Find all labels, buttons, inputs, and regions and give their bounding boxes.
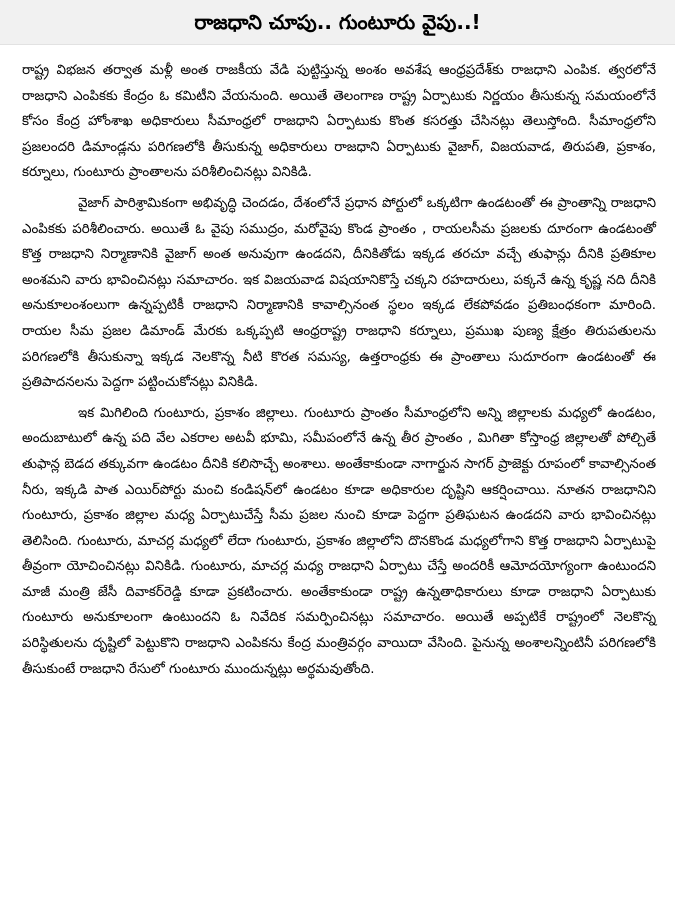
- article-body: [22, 58, 656, 687]
- article-paragraph-3: ఇక మిగిలింది గుంటూరు, ప్రకాశం జిల్లాలు. గుంటూరు ప్రాంతం సీమాంధ్రలోని అన్ని జిల్లాలకు మధ్యలో ఉండటం, అందుబాటులో ఉన్న పది వేల ఎకరాల అటవీ భూమి, సమీపంలోనే ఉన్న తీర ప్రాంతం , మిగితా కోస్తాంధ్ర జిల్లాలతో పోల్చితే తుఫాన్ల బెడద తక్కువగా ఉండటం దీనికి కలిసొచ్చే అంశాలు. అంతేకాకుండా నాగార్జున సాగర్ ప్రాజెక్టు రూపంలో కావాల్సినంత నీరు, ఇక్కడి పాత ఎయిర్‌పోర్టు మంచి కండిషన్‌లో ఉండటం కూడా అధికారుల దృష్టిని ఆకర్షించాయి. నూతన రాజధానిని గుంటూరు, ప్రకాశం జిల్లాల మధ్య ఏర్పాటుచేస్తే సీమ ప్రజల నుంచి కూడా పెద్దగా ప్రతిఘటన ఉండదని వారు భావించినట్లు తెలిసింది. గుంటూరు, మాచర్ల మధ్యలో లేదా గుంటూరు, ప్రకాశం జిల్లాలోని దొనకొండ మధ్యలోగాని కొత్త రాజధాని ఏర్పాటుపై తీవ్రంగా యోచించినట్లు వినికిడి. గుంటూరు, మాచర్ల మధ్య రాజధాని ఏర్పాటు చేస్తే అందరికీ ఆమోదయోగ్యంగా ఉంటుందని మాజీ మంత్రి జేసీ దివాకర్‌రెడ్డి కూడా ప్రకటించారు. అంతేకాకుండా రాష్ట్ర ఉన్నతాధికారులు కూడా రాజధాని ఏర్పాటుకు గుంటూరు అనుకూలంగా ఉంటుందని ఓ నివేదిక సమర్పించినట్లు సమాచారం. అయితే అప్పటికే రాష్ట్రంలో నెలకొన్న పరిస్థితులను దృష్టిలో పెట్టుకొని రాజధాని ఎంపికను కేంద్ర మంత్రివర్గం వాయిదా వేసింది. పైనున్న అంశాలన్నింటినీ పరిగణలోకి తీసుకుంటే రాజధాని రేసులో గుంటూరు ముందున్నట్లు అర్థమవుతోంది.: [22, 405, 656, 677]
- title-bar: [0, 0, 675, 45]
- article-paragraph-2: వైజాగ్ పారిశ్రామికంగా అభివృద్ధి చెందడం, దేశంలోనే ప్రధాన పోర్టులో ఒక్కటిగా ఉండటంతో ఈ ప్రాంతాన్ని రాజధాని ఎంపికకు పరిశీలించారు. అయితే ఓ వైపు సముద్రం, మరోవైపు కొండ ప్రాంతం , రాయలసీమ ప్రజలకు దూరంగా ఉండటంతో కొత్త రాజధాని నిర్మాణానికి వైజాగ్ అంత అనువుగా ఉండదని, దీనికితోడు ఇక్కడ తరచూ వచ్చే తుఫాన్లు దీనికి ప్రతికూల అంశమని వారు భావించినట్లు సమాచారం. ఇక విజయవాడ విషయానికొస్తే చక్కని రహదారులు, పక్కనే ఉన్న కృష్ణ నది దీనికి అనుకూలంశంలుగా ఉన్నప్పటికీ రాజధాని నిర్మాణానికి కావాల్సినంత స్థలం ఇక్కడ లేకపోవడం ప్రతిబంధకంగా మారింది. రాయల సీమ ప్రజల డిమాండ్ మేరకు ఒక్కప్పటి ఆంధ్రరాష్ట్ర రాజధాని కర్నూలు, ప్రముఖ పుణ్య క్షేత్రం తిరుపతులను పరిగణలోకి తీసుకున్నా ఇక్కడ నెలకొన్న నీటి కొరత సమస్య, ఉత్తరాంధ్రకు ఈ ప్రాంతాలు సుదూరంగా ఉండటంతో ఈ ప్రతిపాదనలను పెద్దగా పట్టించుకోనట్లు వినికిడి.: [22, 195, 656, 391]
- article-paragraph-1: రాష్ట్ర విభజన తర్వాత మళ్లీ అంత రాజకీయ వేడి పుట్టిస్తున్న అంశం అవశేష ఆంధ్రప్రదేశ్‌కు రాజధాని ఎంపిక. త్వరలోనే రాజధాని ఎంపికకు కేంద్రం ఓ కమిటీని వేయనుంది. అయితే తెలంగాణ రాష్ట్ర ఏర్పాటుకు నిర్ణయం తీసుకున్న సమయంలోనే కోసం కేంద్ర హోంశాఖ అధికారులు సీమాంధ్రలో రాజధాని ఏర్పాటుకు కొంత కసరత్తు చేసినట్లు తెలుస్తోంది. సీమాంధ్రలోని ప్రజలందరి డిమాండ్లను పరిగణలోకి తీసుకున్న అధికారులు రాజధాని ఏర్పాటుకు వైజాగ్, విజయవాడ, తిరుపతి, ప్రకాశం, కర్నూలు, గుంటూరు ప్రాంతాలను పరిశీలించినట్లు వినికిడి.: [22, 63, 656, 181]
- article-title: రాజధాని చూపు.. గుంటూరు వైపు..!: [194, 10, 481, 34]
